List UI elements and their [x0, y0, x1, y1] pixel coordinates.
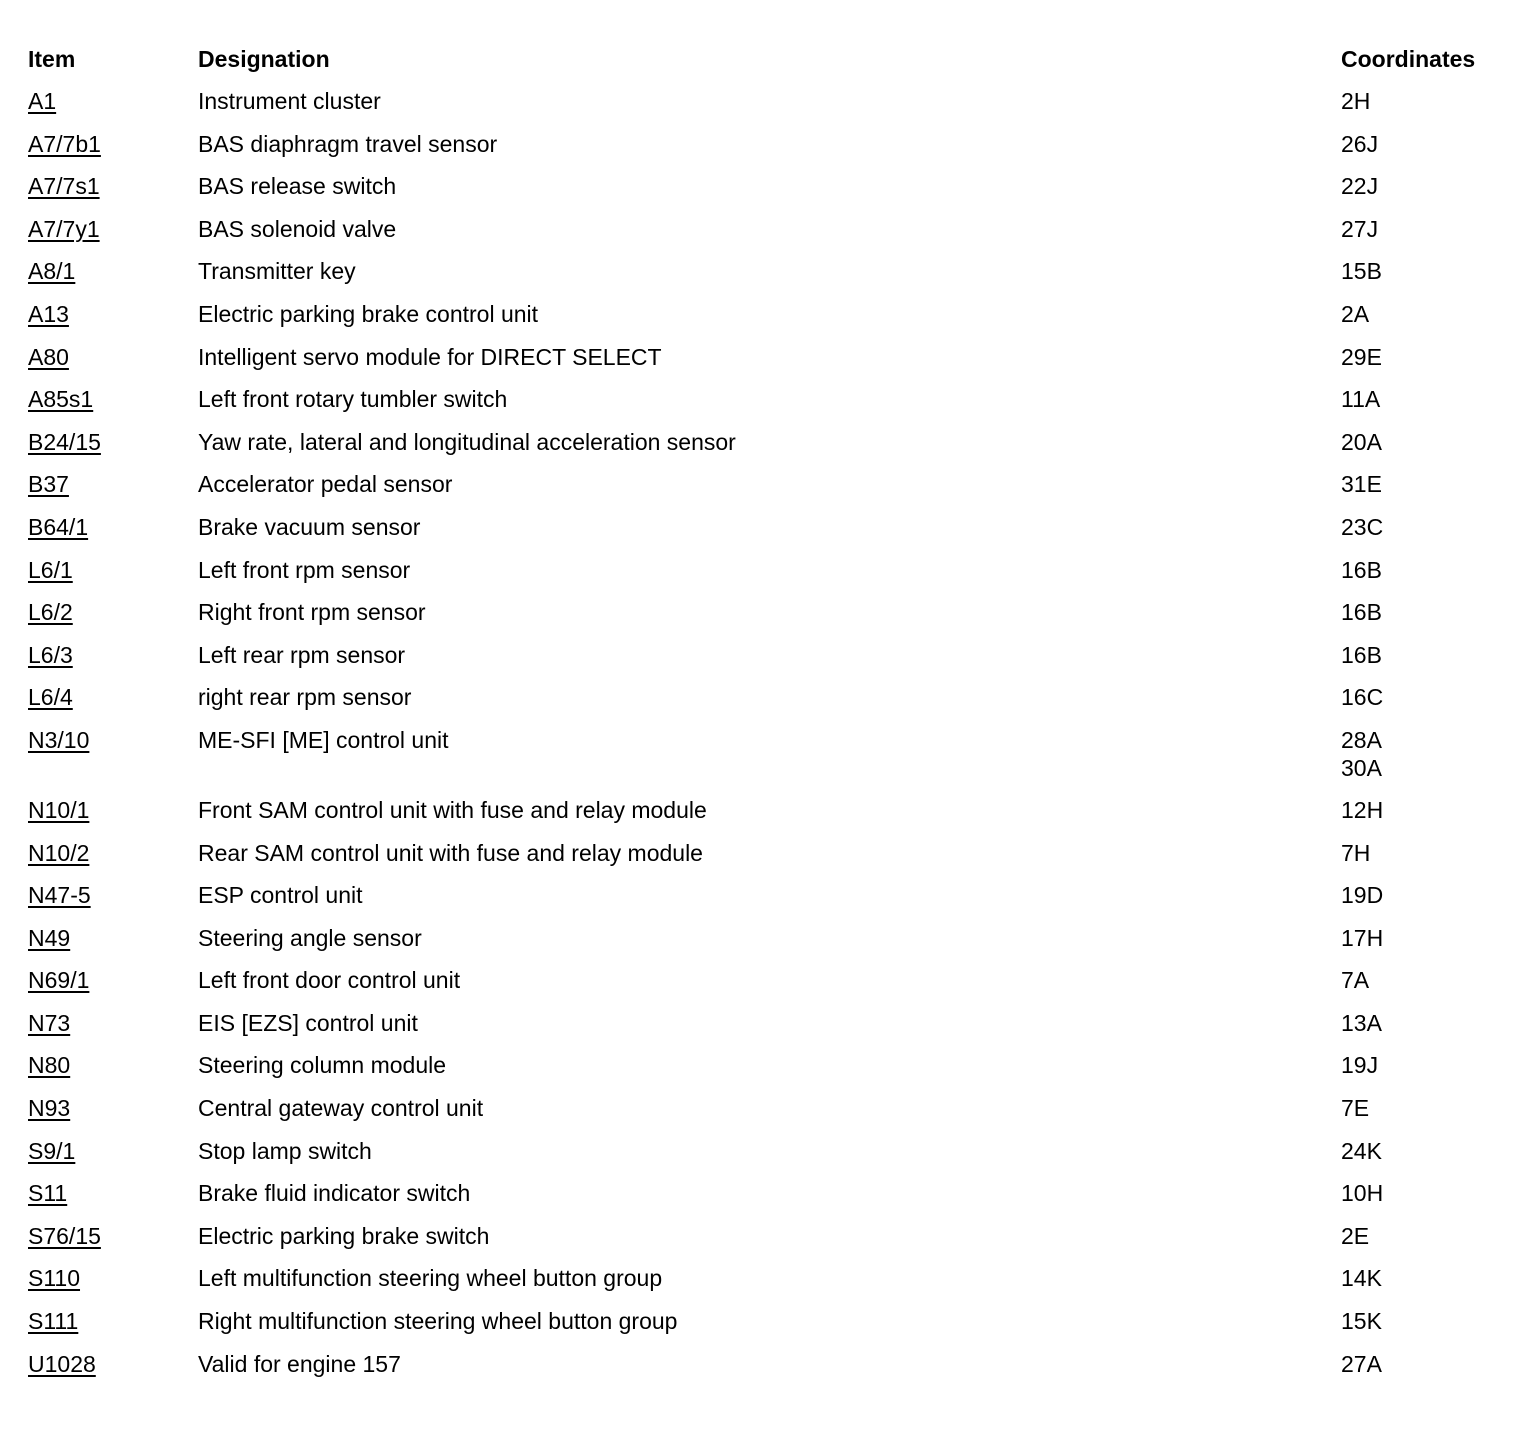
coordinate-value: 15K: [1341, 1308, 1382, 1335]
coordinates-cell: [1341, 297, 1516, 328]
coordinates-cell: [1341, 595, 1516, 626]
coordinate-value: 19J: [1341, 1052, 1379, 1079]
table-row: [28, 1091, 1518, 1134]
designation-cell: Instrument cluster: [198, 88, 381, 114]
item-link[interactable]: N10/1: [28, 796, 90, 823]
coordinates-cell: [1341, 638, 1516, 669]
designation-cell: Left front door control unit: [198, 967, 461, 994]
coordinate-value: 30A: [1341, 754, 1382, 781]
item-cell: [28, 1091, 193, 1125]
item-cell: [28, 553, 193, 587]
item-link[interactable]: N93: [28, 1095, 71, 1122]
coordinate-value: 10H: [1341, 1180, 1384, 1207]
item-cell: [28, 425, 193, 459]
coordinate-value: 27A: [1341, 1350, 1382, 1377]
item-link[interactable]: N69/1: [28, 967, 90, 994]
item-link[interactable]: A13: [28, 300, 69, 327]
coordinate-value: 2E: [1341, 1222, 1370, 1249]
coordinates-cell: [1341, 212, 1516, 243]
coordinate-value: 12H: [1341, 796, 1384, 823]
item-link[interactable]: A7/7y1: [28, 215, 100, 242]
coordinate-value: 2A: [1341, 300, 1370, 327]
item-cell: [28, 1048, 193, 1082]
item-cell: [28, 127, 193, 161]
coordinates-cell: [1341, 1304, 1516, 1335]
item-cell: [28, 510, 193, 544]
item-cell: [28, 921, 193, 955]
coordinates-cell: [1341, 510, 1516, 541]
coordinate-value: 7A: [1341, 967, 1370, 994]
item-cell: [28, 382, 193, 416]
coordinate-value: 14K: [1341, 1265, 1382, 1292]
coordinates-column-header: Coordinates: [1341, 46, 1476, 72]
item-cell: [28, 1006, 193, 1040]
table-row: [28, 212, 1518, 255]
table-row: [28, 297, 1518, 340]
coordinates-cell: [1341, 1134, 1516, 1165]
designation-cell: Central gateway control unit: [198, 1095, 484, 1122]
item-link[interactable]: A80: [28, 343, 69, 370]
coordinate-value: 31E: [1341, 471, 1382, 498]
designation-cell: Stop lamp switch: [198, 1137, 372, 1164]
designation-cell: Accelerator pedal sensor: [198, 471, 453, 498]
item-cell: [28, 1304, 193, 1338]
item-cell: [28, 1219, 193, 1253]
item-link[interactable]: A7/7b1: [28, 130, 101, 157]
designation-cell: Front SAM control unit with fuse and relay module: [198, 796, 707, 823]
coordinates-cell: [1341, 878, 1516, 909]
coordinates-cell: [1341, 553, 1516, 584]
coordinate-value: 11A: [1341, 386, 1381, 413]
table-row: [28, 680, 1518, 723]
table-row: [28, 836, 1518, 879]
item-cell: [28, 297, 193, 331]
item-link[interactable]: A85s1: [28, 386, 94, 413]
coordinates-cell: [1341, 1006, 1516, 1037]
table-row: [28, 878, 1518, 921]
coordinate-value: 19D: [1341, 882, 1384, 909]
table-row: [28, 1134, 1518, 1177]
designation-cell: Brake fluid indicator switch: [198, 1180, 471, 1207]
table-row: [28, 1048, 1518, 1091]
table-row: [28, 510, 1518, 553]
table-row: [28, 254, 1518, 297]
coordinate-value: 13A: [1341, 1009, 1382, 1036]
table-row: [28, 1176, 1518, 1219]
item-link[interactable]: B64/1: [28, 513, 89, 540]
table-row: [28, 1006, 1518, 1049]
coordinate-value: 29E: [1341, 343, 1382, 370]
designation-cell: ME-SFI [ME] control unit: [198, 726, 449, 753]
coordinate-value: 16B: [1341, 556, 1382, 583]
coordinates-cell: [1341, 1176, 1516, 1207]
item-cell: [28, 723, 193, 757]
item-link[interactable]: N73: [28, 1009, 71, 1036]
item-link[interactable]: B37: [28, 471, 69, 498]
item-cell: [28, 836, 193, 870]
item-cell: [28, 963, 193, 997]
coordinates-cell: [1341, 1219, 1516, 1250]
designation-cell: Right multifunction steering wheel button group: [198, 1308, 678, 1335]
coordinate-value: 17H: [1341, 924, 1384, 951]
table-row: [28, 425, 1518, 468]
coordinates-cell: [1341, 254, 1516, 285]
coordinate-value: 7E: [1341, 1095, 1370, 1122]
designation-cell: BAS solenoid valve: [198, 215, 397, 242]
coordinates-cell: [1341, 1347, 1516, 1378]
item-cell: [28, 254, 193, 288]
item-link[interactable]: S11: [28, 1180, 68, 1207]
table-row: [28, 723, 1518, 793]
item-link[interactable]: S9/1: [28, 1137, 76, 1164]
table-row: [28, 84, 1518, 127]
item-link[interactable]: L6/4: [28, 684, 73, 711]
item-link[interactable]: U1028: [28, 1350, 96, 1377]
item-cell: [28, 595, 193, 629]
item-cell: [28, 212, 193, 246]
designation-cell: Brake vacuum sensor: [198, 513, 421, 540]
designation-cell: Intelligent servo module for DIRECT SELECT: [198, 343, 662, 370]
table-row: [28, 638, 1518, 681]
coordinates-cell: [1341, 340, 1516, 371]
coordinate-value: 20A: [1341, 428, 1382, 455]
coordinate-value: 24K: [1341, 1137, 1382, 1164]
item-link[interactable]: A8/1: [28, 258, 76, 285]
table-row: [28, 1261, 1518, 1304]
item-column-header: Item: [28, 46, 76, 72]
item-link[interactable]: A7/7s1: [28, 173, 100, 200]
item-link[interactable]: B24/15: [28, 428, 101, 455]
coordinates-cell: [1341, 723, 1516, 782]
coordinate-value: 16B: [1341, 641, 1382, 668]
table-row: [28, 1304, 1518, 1347]
item-link[interactable]: S76/15: [28, 1222, 101, 1249]
coordinates-cell: [1341, 169, 1516, 200]
item-link[interactable]: S111: [28, 1308, 79, 1335]
coordinates-cell: [1341, 425, 1516, 456]
item-cell: [28, 1347, 193, 1381]
coordinates-cell: [1341, 382, 1516, 413]
item-link[interactable]: N3/10: [28, 726, 90, 753]
item-cell: [28, 84, 193, 118]
table-row: [28, 382, 1518, 425]
table-row: [28, 595, 1518, 638]
component-legend-table: [28, 42, 1518, 1389]
coordinates-cell: [1341, 127, 1516, 158]
coordinates-cell: [1341, 467, 1516, 498]
item-cell: [28, 680, 193, 714]
coordinates-cell: [1341, 793, 1516, 824]
coordinates-cell: [1341, 1261, 1516, 1292]
item-link[interactable]: L6/2: [28, 599, 73, 626]
designation-cell: Left front rpm sensor: [198, 556, 411, 583]
item-link[interactable]: N49: [28, 924, 71, 951]
table-row: [28, 169, 1518, 212]
designation-cell: Steering column module: [198, 1052, 447, 1079]
designation-cell: Right front rpm sensor: [198, 599, 426, 626]
designation-cell: Rear SAM control unit with fuse and relay module: [198, 839, 703, 866]
coordinates-cell: [1341, 680, 1516, 711]
item-cell: [28, 169, 193, 203]
table-row: [28, 467, 1518, 510]
designation-cell: right rear rpm sensor: [198, 684, 412, 711]
coordinate-value: 16C: [1341, 684, 1384, 711]
table-body: [28, 84, 1518, 1389]
coordinate-value: 7H: [1341, 839, 1371, 866]
coordinates-cell: [1341, 963, 1516, 994]
item-link[interactable]: L6/1: [28, 556, 73, 583]
coordinates-cell: [1341, 1091, 1516, 1122]
coordinate-value: 15B: [1341, 258, 1382, 285]
designation-cell: Left rear rpm sensor: [198, 641, 406, 668]
item-link[interactable]: N10/2: [28, 839, 90, 866]
coordinates-cell: [1341, 1048, 1516, 1079]
item-link[interactable]: N80: [28, 1052, 71, 1079]
coordinate-value: 26J: [1341, 130, 1379, 157]
designation-cell: Electric parking brake switch: [198, 1222, 490, 1249]
designation-cell: BAS diaphragm travel sensor: [198, 130, 498, 157]
item-cell: [28, 878, 193, 912]
table-row: [28, 1347, 1518, 1390]
table-row: [28, 793, 1518, 836]
table-header: [28, 42, 1518, 84]
coordinates-cell: [1341, 921, 1516, 952]
item-cell: [28, 638, 193, 672]
designation-cell: Transmitter key: [198, 258, 356, 285]
designation-cell: BAS release switch: [198, 173, 397, 200]
designation-cell: Left front rotary tumbler switch: [198, 386, 508, 413]
designation-cell: Valid for engine 157: [198, 1350, 401, 1377]
item-cell: [28, 340, 193, 374]
item-cell: [28, 793, 193, 827]
designation-cell: ESP control unit: [198, 882, 363, 909]
table-row: [28, 553, 1518, 596]
coordinate-value: 27J: [1341, 215, 1379, 242]
item-link[interactable]: L6/3: [28, 641, 73, 668]
item-link[interactable]: N47-5: [28, 882, 91, 909]
table-row: [28, 963, 1518, 1006]
designation-cell: EIS [EZS] control unit: [198, 1009, 418, 1036]
designation-cell: Yaw rate, lateral and longitudinal acceleration sensor: [198, 428, 736, 455]
item-cell: [28, 467, 193, 501]
coordinates-cell: [1341, 84, 1516, 115]
item-cell: [28, 1134, 193, 1168]
item-link[interactable]: A1: [28, 88, 57, 114]
table-row: [28, 127, 1518, 170]
item-cell: [28, 1176, 193, 1210]
item-cell: [28, 1261, 193, 1295]
designation-cell: Left multifunction steering wheel button group: [198, 1265, 663, 1292]
designation-cell: Steering angle sensor: [198, 924, 422, 951]
coordinate-value: 16B: [1341, 599, 1382, 626]
coordinate-value: 22J: [1341, 173, 1379, 200]
item-link[interactable]: S110: [28, 1265, 81, 1292]
table-row: [28, 340, 1518, 383]
coordinates-cell: [1341, 836, 1516, 867]
coordinate-value: 28A: [1341, 726, 1382, 753]
designation-cell: Electric parking brake control unit: [198, 300, 539, 327]
coordinate-value: 2H: [1341, 88, 1371, 114]
designation-column-header: Designation: [198, 46, 330, 72]
table-row: [28, 921, 1518, 964]
table-row: [28, 1219, 1518, 1262]
coordinate-value: 23C: [1341, 513, 1384, 540]
